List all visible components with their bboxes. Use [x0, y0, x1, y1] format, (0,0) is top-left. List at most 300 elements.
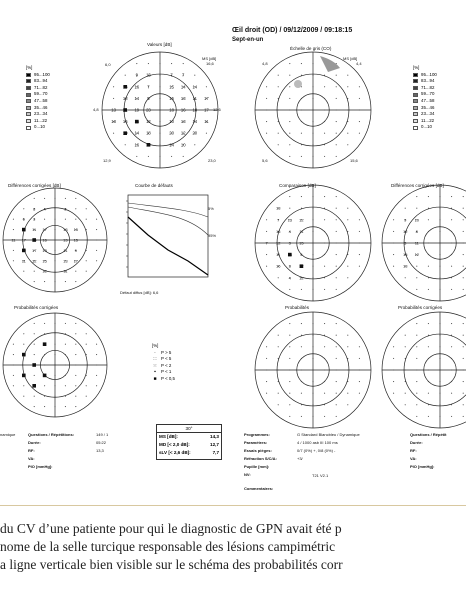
probabilites-grid-dot: [324, 404, 325, 405]
probabilites-grid-dot: [312, 393, 313, 394]
md-label: MD [< 2,0 dB]:: [159, 442, 190, 447]
prob-right-grid-dot: [416, 393, 417, 394]
prob-left-defect-mark: [32, 384, 36, 388]
valeurs-grid-dot: [159, 75, 160, 76]
comparaison-value: 13: [287, 252, 293, 258]
echelle-grid-dot: [347, 133, 348, 134]
prob-right-grid-dot: [463, 381, 464, 382]
diff-right-grid-dot: [463, 208, 464, 209]
echelle-grid-dot: [289, 109, 290, 110]
diff-right-title: Différences corrigées [dB]: [391, 183, 444, 188]
diff-right-value: 11: [414, 240, 419, 246]
echelle-grid-dot: [266, 109, 267, 110]
prob-right-grid-dot: [451, 346, 452, 347]
prob-left-grid-dot: [86, 364, 87, 365]
echelle-grid-dot: [347, 75, 348, 76]
valeurs-grid-dot: [171, 156, 172, 157]
valeurs-grid-dot: [206, 133, 207, 134]
valeurs-value: 11: [192, 95, 197, 101]
comparaison-grid-dot: [347, 219, 348, 220]
valeurs-value: 14: [169, 142, 174, 148]
echelle-grid-dot: [278, 75, 279, 76]
valeurs-value: 20: [169, 130, 174, 136]
comparaison-value: 4: [288, 228, 291, 234]
echelle-grid-dot: [324, 86, 325, 87]
valeurs-grid-dot: [113, 133, 114, 134]
probabilites-grid-dot: [336, 416, 337, 417]
echelle-grid-dot: [324, 144, 325, 145]
questions-value: 149 / 1: [96, 432, 109, 437]
comparaison-grid-dot: [359, 219, 360, 220]
ms-label: MS [dB]:: [159, 434, 178, 439]
valeurs-bottom-right: 23,0: [208, 158, 216, 163]
prob-corr-left-title: Probabilités corrigées: [14, 305, 59, 310]
echelle-grid-dot: [347, 144, 348, 145]
diff-right-value: 8: [415, 228, 418, 234]
echelle-grid-dot: [324, 121, 325, 122]
probabilites-grid-dot: [359, 358, 360, 359]
comparaison-grid-dot: [312, 231, 313, 232]
prob-left-grid-dot: [75, 354, 76, 355]
probabilites-grid-dot: [278, 369, 279, 370]
diff-right-grid-dot: [451, 208, 452, 209]
right-rf-label: RF:: [410, 448, 417, 453]
valeurs-value: 13: [146, 142, 151, 148]
diff-right-grid-dot: [428, 231, 429, 232]
version: T21 V2.1: [312, 473, 329, 478]
comparaison-grid-dot: [336, 208, 337, 209]
prob-right-grid-dot: [416, 346, 417, 347]
prob-right-grid-dot: [428, 358, 429, 359]
valeurs-grid-dot: [206, 86, 207, 87]
prob-left-grid-dot: [65, 344, 66, 345]
valeurs-grid-dot: [136, 156, 137, 157]
valeurs-grid-dot: [159, 86, 160, 87]
prob-left-grid-dot: [13, 364, 14, 365]
diff-left-grid-dot: [34, 198, 35, 199]
valeurs-value: 7: [170, 72, 173, 78]
diff-left-grid-dot: [96, 219, 97, 220]
comparaison-value: 3: [288, 263, 291, 269]
diff-left-value: 3: [33, 216, 36, 222]
prob-right-grid-dot: [405, 358, 406, 359]
diff-left-grid-dot: [13, 229, 14, 230]
diff-left-grid-dot: [54, 198, 55, 199]
echelle-ms-label: MS [dB]: [343, 56, 358, 61]
prob-right-grid-dot: [463, 369, 464, 370]
valeurs-value: 15: [169, 84, 174, 90]
valeurs-value: 18: [111, 119, 116, 125]
prob-left-grid-dot: [75, 375, 76, 376]
diff-left-grid-dot: [75, 271, 76, 272]
diff-left-grid-dot: [34, 281, 35, 282]
prob-right-grid-dot: [451, 335, 452, 336]
diff-left-grid-dot: [44, 198, 45, 199]
echelle-grid-dot: [301, 144, 302, 145]
probabilites-grid-dot: [347, 393, 348, 394]
duree-label: Durée:: [28, 440, 41, 445]
diff-left-value: 13: [42, 247, 47, 253]
global-indices-table: [156, 424, 222, 460]
echelle-right-top: 4,4: [356, 61, 362, 66]
prob-right-grid-dot: [416, 369, 417, 370]
comparaison-grid-dot: [266, 219, 267, 220]
diff-left-grid-dot: [86, 271, 87, 272]
comparaison-grid-dot: [312, 254, 313, 255]
probabilites-grid-dot: [301, 416, 302, 417]
echelle-grid-dot: [312, 144, 313, 145]
probabilites-grid-dot: [347, 358, 348, 359]
prob-left-grid-dot: [96, 385, 97, 386]
diff-left-value: 12: [21, 247, 27, 253]
probabilites-grid-dot: [336, 335, 337, 336]
prob-right-grid-dot: [428, 393, 429, 394]
diff-right-grid-dot: [439, 196, 440, 197]
prob-left-defect-mark: [22, 374, 26, 378]
prob-right-grid-dot: [393, 393, 394, 394]
comparaison-grid-dot: [336, 254, 337, 255]
valeurs-value: 16: [180, 107, 186, 113]
diff-right-grid-dot: [451, 242, 452, 243]
comparaison-value: 16: [275, 263, 281, 269]
prob-left-grid-dot: [86, 344, 87, 345]
diff-right-value: 3: [404, 240, 407, 246]
diff-left-grid-dot: [75, 281, 76, 282]
echelle-grid-dot: [266, 121, 267, 122]
prob-right-grid-dot: [405, 369, 406, 370]
prob-right-grid-dot: [451, 369, 452, 370]
diff-right-value: 13: [402, 263, 408, 269]
diff-right-grid-dot: [393, 266, 394, 267]
valeurs-value: 21: [122, 107, 128, 113]
valeurs-value: 7: [182, 72, 185, 78]
diff-right-value: 12: [414, 252, 420, 258]
probabilites-grid-dot: [336, 404, 337, 405]
diff-left-value: 4: [43, 206, 46, 212]
prob-right-grid-dot: [416, 358, 417, 359]
right-duree-label: Durée:: [410, 440, 423, 445]
echelle-grid-dot: [347, 86, 348, 87]
comparaison-title: Comparaison [dB]: [279, 183, 316, 188]
probabilites-grid-dot: [336, 369, 337, 370]
comparaison-value: 11: [299, 228, 304, 234]
prob-left-grid-dot: [54, 333, 55, 334]
prob-left-grid-dot: [34, 406, 35, 407]
valeurs-grid-dot: [171, 63, 172, 64]
pio-label: PIO [mmHg]:: [28, 464, 53, 469]
prob-right-grid-dot: [451, 416, 452, 417]
prob-right-grid-dot: [439, 416, 440, 417]
prob-left-grid-dot: [75, 333, 76, 334]
diff-left-value: 8: [33, 206, 36, 212]
comparaison-grid-dot: [312, 196, 313, 197]
diff-left-value: 17: [31, 247, 37, 253]
comparaison-grid-dot: [312, 208, 313, 209]
prob-left-grid-dot: [23, 333, 24, 334]
diff-right-grid-dot: [428, 277, 429, 278]
echelle-grid-dot: [289, 133, 290, 134]
comparaison-grid-dot: [324, 219, 325, 220]
curve-frame: [128, 195, 208, 277]
probabilites-grid-dot: [289, 323, 290, 324]
prob-left-grid-dot: [75, 385, 76, 386]
echelle-grid-dot: [289, 86, 290, 87]
programmes-value: G Standard Blancbleu / Dynamique: [297, 432, 360, 437]
comparaison-grid-dot: [324, 277, 325, 278]
valeurs-value: 14: [192, 84, 198, 90]
prob-right-grid-dot: [416, 404, 417, 405]
echelle-grid-dot: [301, 75, 302, 76]
prob-right-grid-dot: [451, 393, 452, 394]
probabilites-grid-dot: [336, 358, 337, 359]
right-pio-label: PIO [mmHg]:: [410, 464, 435, 469]
diff-right-grid-dot: [416, 289, 417, 290]
echelle-grid-dot: [289, 144, 290, 145]
diff-left-value: 16: [42, 237, 47, 243]
diff-right-grid-dot: [393, 254, 394, 255]
valeurs-top-left: 6,0: [105, 62, 111, 67]
comparaison-grid-dot: [347, 242, 348, 243]
valeurs-grid-dot: [159, 133, 160, 134]
diff-right-grid-dot: [428, 219, 429, 220]
echelle-grid-dot: [336, 121, 337, 122]
probabilites-grid-dot: [312, 416, 313, 417]
diff-left-grid-dot: [86, 208, 87, 209]
prob-left-grid-dot: [13, 385, 14, 386]
probabilites-grid-dot: [336, 346, 337, 347]
comparaison-value: 13: [275, 205, 281, 211]
comparaison-grid-dot: [324, 289, 325, 290]
valeurs-value: 13: [180, 119, 186, 125]
prob-right-grid-dot: [428, 335, 429, 336]
echelle-title: Échelle de gris (CO): [290, 46, 332, 51]
diff-left-grid-dot: [65, 198, 66, 199]
comparaison-grid-dot: [336, 219, 337, 220]
probabilites-grid-dot: [266, 393, 267, 394]
slv-label: sLV [< 2,6 dB]:: [159, 450, 191, 455]
refraction-value: +3/: [297, 456, 303, 461]
prob-corr-right-title: Probabilités corrigées: [398, 305, 443, 310]
prob-right-grid-dot: [439, 335, 440, 336]
valeurs-left: 4,8: [93, 107, 99, 112]
echelle-grid-dot: [324, 75, 325, 76]
echelle-grid-dot: [324, 156, 325, 157]
valeurs-grid-dot: [194, 144, 195, 145]
probabilites-grid-dot: [324, 358, 325, 359]
probabilites-grid-dot: [359, 393, 360, 394]
prob-left-defect-mark: [32, 363, 36, 367]
valeurs-grid-dot: [194, 75, 195, 76]
diff-right-grid-dot: [428, 254, 429, 255]
diff-left-value: 13: [63, 258, 68, 264]
valeurs-grid-dot: [159, 63, 160, 64]
echelle-grid-dot: [312, 133, 313, 134]
prob-left-grid-dot: [86, 385, 87, 386]
valeurs-value: 19: [122, 130, 128, 136]
prob-right-grid-dot: [428, 323, 429, 324]
diff-left-value: 17: [21, 237, 27, 243]
diff-right-grid-dot: [463, 231, 464, 232]
probabilites-grid-dot: [336, 393, 337, 394]
diff-left-grid-dot: [86, 250, 87, 251]
probabilites-grid-dot: [301, 381, 302, 382]
diff-left-grid-dot: [86, 219, 87, 220]
valeurs-grid-dot: [183, 63, 184, 64]
diff-left-grid-dot: [86, 229, 87, 230]
prob-right-grid-dot: [439, 323, 440, 324]
table-header: 30°: [157, 425, 221, 433]
probabilites-grid-dot: [278, 346, 279, 347]
comparaison-grid-dot: [336, 231, 337, 232]
echelle-grid-dot: [336, 109, 337, 110]
prob-left-grid-dot: [75, 344, 76, 345]
comparaison-grid-dot: [324, 208, 325, 209]
caption-line-1: du CV d’une patiente pour qui le diagnostic de GPN avait été p: [0, 521, 342, 536]
diff-right-grid-dot: [451, 231, 452, 232]
essais-label: Essais pièges:: [244, 448, 272, 453]
probabilites-grid-dot: [301, 323, 302, 324]
echelle-grid-dot: [278, 98, 279, 99]
echelle-grid-dot: [347, 109, 348, 110]
probability-legend: [%] · P > 5 ∷ P < 5 ⁙ P < 2 ▪ P < 1 ■ P < 0,5: [152, 343, 175, 382]
echelle-grid-dot: [278, 86, 279, 87]
valeurs-value: 14: [134, 95, 140, 101]
diff-right-value: 10: [414, 217, 420, 223]
diff-left-value: 11: [11, 237, 16, 243]
valeurs-value: 18: [122, 95, 128, 101]
prob-left-grid-dot: [65, 364, 66, 365]
pupille-label: Pupille [mm]:: [244, 464, 270, 469]
prob-left-grid-dot: [65, 375, 66, 376]
echelle-grid-dot: [336, 133, 337, 134]
diff-right-grid-dot: [416, 277, 417, 278]
comparaison-grid-dot: [336, 196, 337, 197]
prob-right-grid-dot: [463, 346, 464, 347]
echelle-grid-dot: [312, 86, 313, 87]
valeurs-value: 15: [169, 95, 174, 101]
diff-right-value: 15: [402, 252, 408, 258]
probabilites-grid-dot: [312, 358, 313, 359]
prob-left-grid-dot: [65, 406, 66, 407]
questions-label: Questions / Répétitions:: [28, 432, 75, 437]
valeurs-grid-dot: [125, 75, 126, 76]
diff-left-grid-dot: [75, 208, 76, 209]
valeurs-value: 12: [180, 130, 186, 136]
prob-left-grid-dot: [23, 364, 24, 365]
diff-left-value: 11: [21, 258, 26, 264]
comparaison-grid-dot: [359, 266, 360, 267]
prob-left-grid-dot: [44, 385, 45, 386]
diff-left-grid-dot: [54, 271, 55, 272]
diff-left-grid-dot: [44, 219, 45, 220]
valeurs-ms-label: MS [dB]: [202, 56, 217, 61]
echelle-grid-dot: [301, 133, 302, 134]
probabilites-grid-dot: [289, 346, 290, 347]
comparaison-value: 7: [265, 240, 268, 246]
prob-left-grid-dot: [54, 406, 55, 407]
defaut-diffus: Défaut diffus [dB]: 6,6: [120, 290, 159, 295]
prob-right-grid-dot: [416, 381, 417, 382]
prob-left-grid-dot: [65, 385, 66, 386]
programmes-label: Programmes:: [244, 432, 270, 437]
echelle-grid-dot: [312, 75, 313, 76]
probabilites-grid-dot: [312, 323, 313, 324]
prob-left-grid-dot: [54, 354, 55, 355]
prob-left-grid-dot: [23, 396, 24, 397]
prob-right-grid-dot: [405, 381, 406, 382]
diff-right-grid-dot: [451, 196, 452, 197]
diff-left-value: 9: [74, 247, 77, 253]
grayscale-legend-right: [%] 95...100 83...94 71...82 59...70 47...58 35...46 23...34 11...22 0...10: [413, 65, 437, 130]
prob-right-grid-dot: [405, 393, 406, 394]
probabilites-grid-dot: [289, 381, 290, 382]
diff-left-grid-dot: [65, 219, 66, 220]
info-left-col: namique: [0, 432, 16, 437]
diff-right-value: 12: [402, 228, 408, 234]
prob-left-grid-dot: [86, 375, 87, 376]
comparaison-grid-dot: [336, 289, 337, 290]
diff-left-grid-dot: [44, 281, 45, 282]
echelle-grid-dot: [324, 133, 325, 134]
prob-left-grid-dot: [65, 333, 66, 334]
echelle-grid-dot: [278, 121, 279, 122]
diff-right-grid-dot: [439, 254, 440, 255]
probabilites-grid-dot: [289, 358, 290, 359]
echelle-grid-dot: [289, 98, 290, 99]
echelle-grid-dot: [278, 109, 279, 110]
diff-left-grid-dot: [54, 281, 55, 282]
valeurs-title: Valeurs [dB]: [147, 42, 172, 47]
diff-right-grid-dot: [416, 208, 417, 209]
prob-right-grid-dot: [439, 404, 440, 405]
diff-right-grid-dot: [451, 219, 452, 220]
diff-left-value: 13: [63, 237, 68, 243]
grayscale-legend-left: [%] 95...100 83...94 71...82 59...70 47...58 35...46 23...34 11...22 0...10: [26, 65, 50, 130]
comparaison-grid-dot: [347, 277, 348, 278]
echelle-grid-dot: [301, 109, 302, 110]
diff-left-value: 6: [22, 216, 25, 222]
comparaison-value: 13: [287, 217, 293, 223]
prob-right-grid-dot: [463, 393, 464, 394]
curve-95-label: 95%: [208, 233, 217, 238]
comparaison-grid-dot: [336, 242, 337, 243]
diff-right-grid-dot: [428, 196, 429, 197]
diff-right-grid-dot: [463, 196, 464, 197]
prob-right-grid-dot: [451, 323, 452, 324]
probabilites-grid-dot: [347, 346, 348, 347]
prob-right-grid-dot: [393, 346, 394, 347]
valeurs-value: 18: [122, 84, 128, 90]
prob-left-grid-dot: [34, 344, 35, 345]
comparaison-grid-dot: [312, 219, 313, 220]
valeurs-value: 13: [180, 95, 186, 101]
prob-left-grid-dot: [13, 375, 14, 376]
diff-right-grid-dot: [463, 254, 464, 255]
comparaison-grid-dot: [324, 254, 325, 255]
caption-line-2: nome de la selle turcique responsable des lésions campimétric: [0, 539, 336, 554]
echelle-grid-dot: [266, 86, 267, 87]
prob-right-grid-dot: [463, 358, 464, 359]
diff-right-grid-dot: [416, 196, 417, 197]
echelle-grid-dot: [336, 98, 337, 99]
comparaison-grid-dot: [289, 208, 290, 209]
diff-left-grid-dot: [54, 229, 55, 230]
comparaison-grid-dot: [312, 277, 313, 278]
prob-left-grid-dot: [54, 385, 55, 386]
diff-right-grid-dot: [439, 208, 440, 209]
diff-right-grid-dot: [439, 219, 440, 220]
diff-right-grid-dot: [393, 231, 394, 232]
